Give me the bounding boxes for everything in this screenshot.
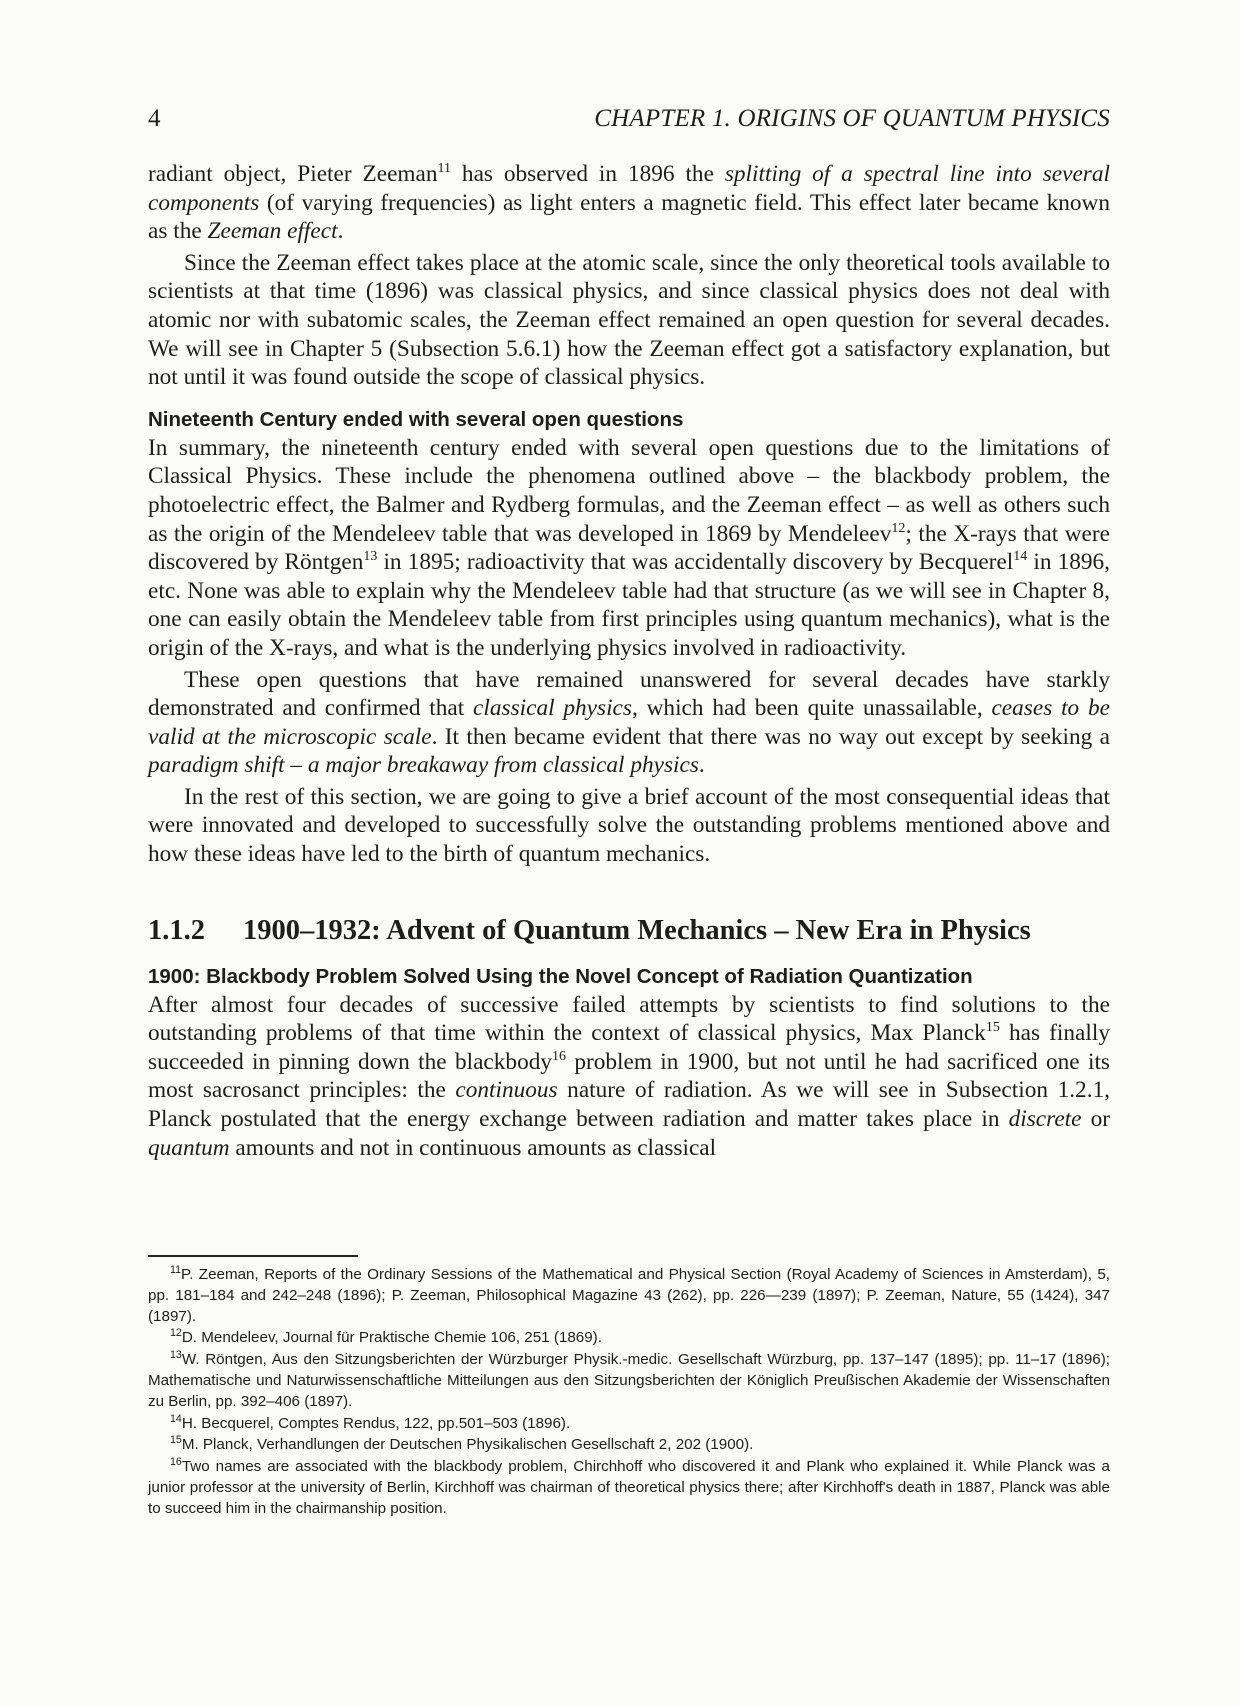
footnote-14 <box>148 1414 1110 1435</box>
footnote-ref-15: 15 <box>985 1020 1000 1036</box>
text-run: in 1895; radioactivity that was accidentally discovery by Becquerel <box>377 549 1014 576</box>
section-title: 1900–1932: Advent of Quantum Mechanics – New Era in Physics <box>243 914 1031 946</box>
footnote-12 <box>148 1328 1110 1349</box>
footnote-number: 12 <box>170 1327 182 1340</box>
text-run: . <box>698 752 705 779</box>
footnote-ref-16: 16 <box>552 1049 566 1065</box>
text-run: problem in 1900, but not until he had sacrificed one its most sacrosanct principles: the <box>148 1048 1110 1104</box>
emphasis: quantum <box>148 1134 230 1161</box>
footnote-ref-11: 11 <box>437 161 451 177</box>
chapter-title: CHAPTER 1. ORIGINS OF QUANTUM PHYSICS <box>594 105 1110 132</box>
text-run: nature of radiation. As we will see in Subsection 1.2.1, Planck postulated that the energy exchange between radiation and matter takes place in <box>148 1077 1110 1133</box>
main-text <box>148 160 1110 1162</box>
text-run: In summary, the nineteenth century ended with several open questions due to the limitations of Classical Physics. These include the phenomena outlined above – the blackbody problem, the photoelectric effect, the Balmer and Rydberg formulas, and the Zeeman effect – as well as others such as the origin of the Mendeleev table that was developed in 1869 by Mendeleev <box>148 434 1110 547</box>
footnote-number: 11 <box>170 1263 182 1276</box>
text-run: ; the X-rays that were discovered by Röntgen <box>148 520 1110 576</box>
emphasis: classical physics <box>473 695 632 722</box>
text-run: . It then became evident that there was no way out except by seeking a <box>431 723 1110 750</box>
section-heading <box>148 913 1110 949</box>
footnotes <box>148 1255 1110 1521</box>
footnote-16 <box>148 1457 1110 1519</box>
text-run: has finally succeeded in pinning down the blackbody <box>148 1020 1110 1075</box>
section-number: 1.1.2 <box>148 914 205 946</box>
footnote-number: 16 <box>170 1456 182 1469</box>
footnote-text: P. Zeeman, Reports of the Ordinary Sessions of the Mathematical and Physical Section (Royal Academy of Sciences in Amsterdam), 5, pp. 181–184 and 242–248 (1896); P. Zeeman, Philosophical Magazine 43 (262), pp. 226—239 (1897); P. Zeeman, Nature, 55 (1424), 347 (1897). <box>148 1266 1110 1325</box>
emphasis: splitting of a spectral line into several components <box>148 161 1110 216</box>
text-run: or <box>1081 1106 1110 1133</box>
footnote-number: 13 <box>170 1349 182 1362</box>
footnote-text: D. Mendeleev, Journal für Praktische Chemie 106, 251 (1869). <box>181 1329 602 1347</box>
paragraph-summary <box>148 434 1110 663</box>
footnote-ref-12: 12 <box>891 520 906 536</box>
footnote-text: Two names are associated with the blackbody problem, Chirchhoff who discovered it and Plank who explained it. While Planck was a junior professor at the university of Berlin, Kirchhoff was chairman of theoretical physics there; after Kirchhoff's death in 1887, Planck was able to succeed him in the chairmanship position. <box>148 1458 1110 1517</box>
text-run: , which had been quite unassailable, <box>631 695 992 722</box>
footnote-ref-13: 13 <box>363 549 378 565</box>
emphasis: paradigm shift – a major breakaway from classical physics <box>148 752 699 779</box>
footnote-ref-14: 14 <box>1013 549 1028 565</box>
text-run: These open questions that have remained unanswered for several decades have starkly demonstrated and confirmed that <box>148 666 1110 722</box>
text-run: radiant object, Pieter Zeeman <box>148 161 438 187</box>
footnote-divider <box>148 1255 358 1257</box>
emphasis: ceases to be valid at the microscopic scale <box>148 695 1110 750</box>
paragraph-zeeman-intro <box>148 160 1110 246</box>
page-number: 4 <box>148 105 161 132</box>
paragraph-zeeman-open-question: Since the Zeeman effect takes place at the atomic scale, since the only theoretical tools available to scientists at that time (1896) was classical physics, and since classical physics does not deal with atomic nor with subatomic scales, the Zeeman effect remained an open question for several decades. We will see in Chapter 5 (Subsection 5.6.1) how the Zeeman effect got a satisfactory explanation, but not until it was found outside the scope of classical physics. <box>148 249 1110 391</box>
emphasis: continuous <box>455 1077 558 1104</box>
text-run: in 1896, etc. None was able to explain why the Mendeleev table had that structure (as we will see in Chapter 8, one can easily obtain the Mendeleev table from first principles using quantum mechanics), what is the origin of the X-rays, and what is the underlying physics involved in radioactivity. <box>148 549 1110 661</box>
text-run: After almost four decades of successive failed attempts by scientists to find solutions to the outstanding problems of that time within the context of classical physics, Max Planck <box>148 991 1110 1047</box>
footnote-number: 15 <box>170 1434 182 1447</box>
emphasis: Zeeman effect <box>207 218 338 245</box>
heading-blackbody: 1900: Blackbody Problem Solved Using the Novel Concept of Radiation Quantization <box>148 964 973 988</box>
emphasis: discrete <box>1008 1106 1082 1133</box>
text-run: amounts and not in continuous amounts as classical <box>229 1134 717 1161</box>
footnote-text: W. Röntgen, Aus den Sitzungsberichten der Würzburger Physik.-medic. Gesellschaft Würzburg, pp. 137–147 (1895); pp. 11–17 (1896); Mathematische und Naturwissenschaftliche Mitteilungen aus den Sitzungsberichten der Königlich Preußischen Akademie der Wissenschaften zu Berlin, pp. 392–406 (1897). <box>148 1351 1110 1410</box>
footnote-11 <box>148 1265 1110 1327</box>
paragraph-planck <box>148 991 1110 1163</box>
paragraph-rest-of-section: In the rest of this section, we are going to give a brief account of the most consequential ideas that were innovated and developed to successfully solve the outstanding problems mentioned above and how these ideas have led to the birth of quantum mechanics. <box>148 783 1110 868</box>
footnote-15 <box>148 1435 1110 1456</box>
paragraph-paradigm-shift <box>148 666 1110 780</box>
text-run: (of varying frequencies) as light enters a magnetic field. This effect later became known as the <box>148 189 1110 245</box>
text-run: . <box>337 218 344 245</box>
footnote-text: H. Becquerel, Comptes Rendus, 122, pp.501–503 (1896). <box>181 1414 571 1432</box>
text-run: has observed in 1896 the <box>451 161 725 187</box>
heading-open-questions: Nineteenth Century ended with several open questions <box>148 407 684 431</box>
footnote-text: M. Planck, Verhandlungen der Deutschen Physikalischen Gesellschaft 2, 202 (1900). <box>181 1436 754 1454</box>
footnote-number: 14 <box>170 1412 182 1425</box>
footnote-13 <box>148 1350 1110 1412</box>
